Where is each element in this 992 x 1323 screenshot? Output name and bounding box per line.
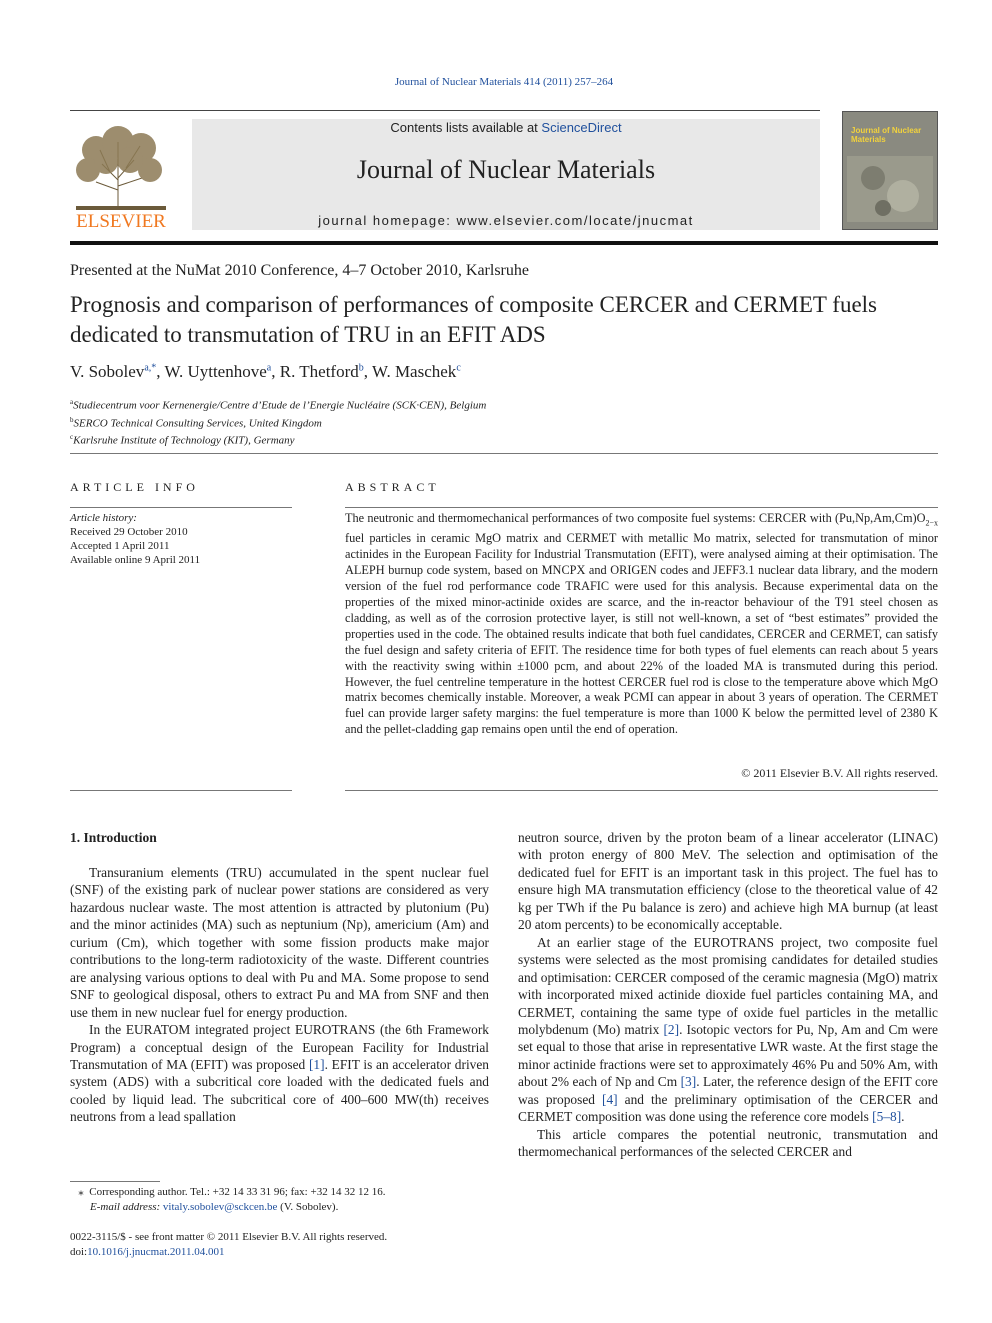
- affiliation-item: [70, 430, 486, 448]
- doi-line: [70, 1245, 387, 1260]
- article-title: Prognosis and comparison of performances of composite CERCER and CERMET fuels dedicated to transmutation of TRU in an EFIT ADS: [70, 292, 878, 347]
- contents-line: [192, 120, 820, 135]
- affiliation-item: [70, 413, 486, 431]
- text-run: .: [901, 1109, 905, 1125]
- copyright-notice: © 2011 Elsevier B.V. All rights reserved.: [741, 766, 938, 780]
- author-separator: ,: [271, 362, 280, 381]
- body-column-right: [518, 829, 938, 1161]
- author-separator: ,: [363, 362, 372, 381]
- text-run: and the preliminary optimisation of the CERCER and CERMET composition was done using the reference core models: [518, 1091, 938, 1125]
- history-online: Available online 9 April 2011: [70, 554, 201, 566]
- footnote-rule: [70, 1181, 160, 1182]
- email-label: E-mail address:: [90, 1201, 163, 1213]
- paragraph: Transuranium elements (TRU) accumulated in the spent nuclear fuel (SNF) of the existing park of nuclear power stations are considered as very hazardous nuclear waste. The most attention is attracted by plutonium (Pu) and the minor actinides (MA) such as neptunium (Np), americium (Am) and curium (Cm), which together with some fission products make major contributions to the long-term radiotoxicity of the waste. Different countries are analysing various options to deal with Pu and MA. Some propose to send SNF to geological disposal, others to extract Pu and MA from SNF and then use them in new nuclear fuel for energy production.: [70, 865, 489, 1020]
- affiliation-text: Studiecentrum voor Kernenergie/Centre d’Etude de l’Energie Nucléaire (SCK·CEN), Belgium: [73, 399, 487, 412]
- affiliation-item: [70, 395, 486, 413]
- citation-link[interactable]: [5–8]: [872, 1109, 902, 1125]
- footnote-text: Corresponding author. Tel.: +32 14 33 31 96; fax: +32 14 32 12 16.: [89, 1186, 386, 1198]
- issn-line: 0022-3115/$ - see front matter © 2011 Elsevier B.V. All rights reserved.: [70, 1231, 388, 1243]
- doi-label: doi:: [70, 1246, 88, 1258]
- issn-doi-block: [70, 1230, 387, 1260]
- abstract-heading: ABSTRACT: [345, 480, 440, 494]
- elsevier-wordmark: ELSEVIER: [76, 211, 166, 232]
- text-run: . Isotopic vectors for Pu, Np, Am and Cm were set equal to those that arise in representative LWR waste. At the first stage the minor actinide fractions were set to approximately 46% Pu and 50% Am, with about 2% each of Np and Cm: [518, 1021, 938, 1090]
- affiliation-mark: a: [70, 398, 74, 406]
- author-name[interactable]: W. Uyttenhove: [164, 362, 267, 381]
- section-heading-introduction: 1. Introduction: [70, 830, 157, 845]
- author-affiliation-mark[interactable]: a: [266, 362, 272, 374]
- homepage-prefix: journal homepage:: [318, 213, 457, 228]
- article-history: [70, 511, 200, 567]
- cover-title: Journal of Nuclear Materials: [851, 126, 922, 144]
- doi-link[interactable]: 10.1016/j.jnucmat.2011.04.001: [87, 1246, 225, 1258]
- text-run: . Later, the reference design of the EFIT core was proposed: [518, 1074, 939, 1107]
- paragraph: [70, 1021, 489, 1126]
- text-run: At an earlier stage of the EUROTRANS project, two composite fuel systems were selected as the most promising candidates for detailed studies and optimisation: CERCER composed of the ceramic magnesia (MgO) matrix with incorporated mixed actinide dioxide fuel particles containing MA, and CERMET, containing the same type of oxide fuel particles in the metallic molybdenum (Mo) matrix: [518, 934, 938, 1037]
- journal-cover-thumbnail[interactable]: [842, 111, 938, 230]
- author-name[interactable]: W. Maschek: [371, 362, 457, 381]
- conference-note: Presented at the NuMat 2010 Conference, 4–7 October 2010, Karlsruhe: [70, 262, 529, 279]
- email-link[interactable]: vitaly.sobolev@sckcen.be: [162, 1201, 278, 1213]
- text-run: In the EURATOM integrated project EUROTRANS (the 6th Framework Program) a conceptual design of the European Facility for Industrial Transmutation of MA (EFIT) was proposed: [70, 1022, 489, 1072]
- history-received: Received 29 October 2010: [70, 526, 188, 538]
- asterisk-mark: ⁎: [78, 1186, 84, 1198]
- citation-link[interactable]: [4]: [602, 1091, 618, 1107]
- abstract-part: The neutronic and thermomechanical performances of two composite fuel systems: CERCER with (Pu,Np,Am,Cm)O: [345, 511, 926, 525]
- citation-link[interactable]: [1]: [308, 1056, 325, 1072]
- history-accepted: Accepted 1 April 2011: [70, 540, 170, 552]
- author-affiliation-mark[interactable]: a,*: [144, 362, 157, 374]
- paragraph: neutron source, driven by the proton beam of a linear accelerator (LINAC) with proton energy of 800 MeV. The selection and optimisation of the dedicated fuel for EFIT is an important task in this project. The fuel has to ensure high MA transmutation efficiency (close to the theoretical value of 42 kg per TWh if the Pu balance is zero) and achieve high MA burnup (at least 20 atom percents) to be economically acceptable.: [518, 830, 938, 933]
- homepage-link[interactable]: www.elsevier.com/locate/jnucmat: [456, 213, 694, 228]
- affiliation-list: [70, 395, 486, 448]
- history-label: Article history:: [70, 512, 137, 524]
- divider: [70, 507, 292, 508]
- journal-title: Journal of Nuclear Materials: [356, 155, 656, 184]
- header-rule: [70, 110, 820, 111]
- paragraph: This article compares the potential neutronic, transmutation and thermomechanical performances of the selected CERCER and: [518, 1126, 938, 1160]
- author-list: [70, 362, 461, 382]
- affiliation-mark: c: [70, 433, 74, 442]
- journal-reference[interactable]: Journal of Nuclear Materials 414 (2011) 257–264: [394, 76, 614, 88]
- affiliation-text: SERCO Technical Consulting Services, United Kingdom: [73, 417, 322, 430]
- author-affiliation-mark[interactable]: b: [358, 362, 364, 374]
- author-name[interactable]: R. Thetford: [279, 362, 359, 381]
- footnote-line: [70, 1200, 385, 1215]
- divider: [70, 453, 938, 454]
- abstract-text: [345, 511, 938, 738]
- cover-image-icon: [843, 156, 937, 226]
- paragraph: [518, 934, 938, 1126]
- citation-link[interactable]: [3]: [680, 1074, 697, 1090]
- elsevier-tree-icon: [66, 120, 176, 232]
- footnote-line: [70, 1185, 385, 1200]
- corresponding-author-footnote: [70, 1185, 385, 1215]
- article-info-heading: ARTICLE INFO: [70, 480, 199, 494]
- divider: [345, 790, 938, 791]
- contents-prefix: Contents lists available at: [390, 120, 542, 135]
- author-separator: ,: [156, 362, 165, 381]
- sciencedirect-link[interactable]: ScienceDirect: [541, 120, 622, 135]
- author-name[interactable]: V. Sobolev: [70, 362, 145, 381]
- elsevier-logo: [66, 120, 176, 232]
- affiliation-text: Karlsruhe Institute of Technology (KIT), Germany: [73, 434, 295, 447]
- journal-homepage: [192, 213, 820, 228]
- divider: [345, 507, 938, 508]
- email-suffix: (V. Sobolev).: [277, 1201, 339, 1213]
- text-run: . EFIT is an accelerator driven system (ADS) with a subcritical core loaded with the dedicated fuels and cooled by liquid lead. The subcritical core of 400–600 MW(th) receives neutrons from a lead spallation: [70, 1056, 489, 1125]
- citation-link[interactable]: [2]: [663, 1021, 680, 1037]
- divider: [70, 790, 292, 791]
- body-column-left: [70, 864, 489, 1126]
- abstract-part: fuel particles in ceramic MgO matrix and CERMET with metallic Mo matrix, selected for transmutation of minor actinides in the European Facility for Industrial Transmutation (EFIT), were analysed aiming at their optimisation. The ALEPH burnup code system, based on MNCPX and ORIGEN codes and JEFF3.1 nuclear data library, and the modern version of the fuel rod performance code TRAFIC were used for this analysis. Because experimental data on the properties of the mixed minor-actinide oxides are scarce, and the in-reactor behaviour of the T91 steel chosen as cladding, as well as of the corrosion protective layer, is still not well-known, a set of “best estimates” provided the properties used in the code. The obtained results indicate that both fuel candidates, CERCER and CERMET, can satisfy the fuel design and safety criteria of EFIT. The residence time for both types of fuel elements can reach about 5 years with the reactivity swing within ±1000 pcm, and about 22% of the loaded MA is transmuted during this period. However, the fuel centreline temperature in the hottest CERCER fuel rod is close to the temperature above which MgO matrix becomes chemically instable. Moreover, a weak PCMI can appear in about 3 years of operation. The CERMET fuel can provide larger safety margins: the fuel temperature is more than 1000 K below the permitted level of 2380 K and the pellet-cladding gap remains open until the end of operation.: [345, 531, 938, 737]
- header-thick-rule: [70, 241, 938, 245]
- affiliation-mark: b: [70, 415, 74, 424]
- author-affiliation-mark[interactable]: c: [456, 362, 461, 374]
- abstract-subscript: 2−x: [925, 518, 938, 528]
